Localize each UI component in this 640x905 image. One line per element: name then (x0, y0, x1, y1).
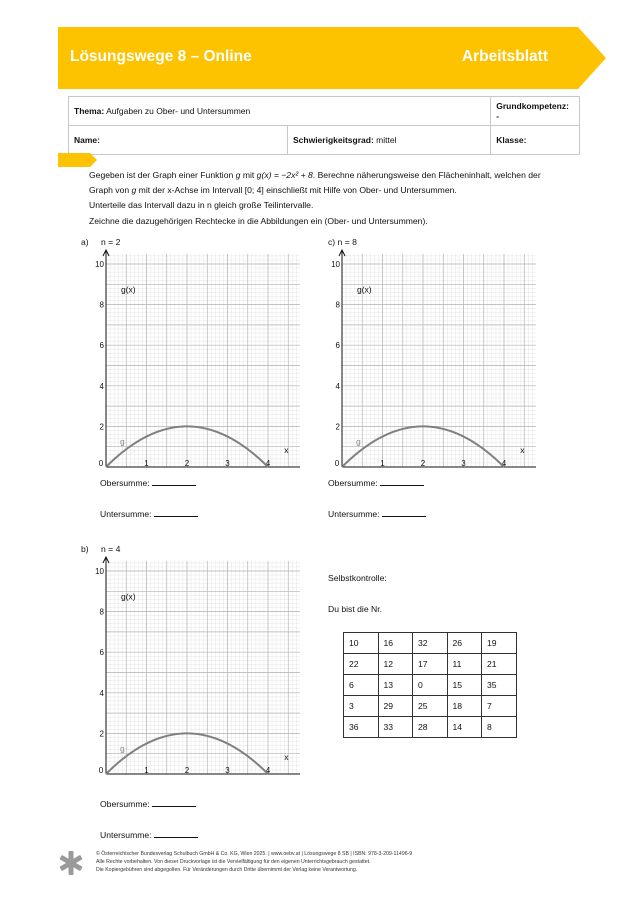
y-tick-label: 10 (95, 567, 104, 576)
grid-cell[interactable]: 16 (378, 633, 413, 654)
y-tick-label: 8 (99, 300, 104, 310)
grid-cell[interactable]: 0 (413, 675, 448, 696)
intro-text: mit der x-Achse im Intervall [0; 4] einschließt mit Hilfe von Ober- und Untersummen. (136, 185, 457, 196)
task-b-n: n = 4 (101, 544, 121, 554)
untersumme-a[interactable] (100, 507, 198, 519)
thema-label: Thema: (74, 106, 105, 116)
grid-cell[interactable]: 14 (447, 717, 482, 738)
x-tick-label: 4 (265, 459, 271, 468)
curve-label: g (356, 436, 361, 447)
intro-line-1 (89, 168, 599, 183)
publisher-logo-icon (58, 850, 84, 876)
x-tick-label: 1 (380, 459, 385, 468)
grid-cell[interactable]: 7 (482, 696, 517, 717)
task-b-letter: b) (81, 544, 89, 554)
grid-cell[interactable]: 22 (344, 654, 379, 675)
x-tick-label: 3 (225, 766, 230, 775)
untersumme-b[interactable] (100, 828, 198, 840)
grid-cell[interactable]: 3 (344, 696, 379, 717)
untersumme-c[interactable] (328, 507, 426, 519)
grundkompetenz-cell (491, 97, 580, 126)
grid-row (344, 633, 517, 654)
grid-cell[interactable]: 28 (413, 717, 448, 738)
grid-cell[interactable]: 29 (378, 696, 413, 717)
answer-blank[interactable] (154, 828, 198, 838)
x-tick-label: 0 (334, 459, 340, 468)
grid-cell[interactable]: 21 (482, 654, 517, 675)
footer-line-3: Die Kopiergebühren sind abgegolten. Für Veränderungen durch Dritte übernimmt der Verlag keine Verantwortung. (96, 866, 358, 873)
function-formula: g(x) = −2x² + 8 (256, 170, 313, 180)
grid-cell[interactable]: 8 (482, 717, 517, 738)
answer-blank[interactable] (382, 507, 426, 517)
y-tick-label: 6 (99, 341, 104, 351)
function-label: g(x) (121, 284, 136, 295)
header-banner (58, 27, 606, 89)
obersumme-label: Obersumme: (100, 799, 150, 809)
obersumme-a[interactable] (100, 476, 196, 488)
graph-c[interactable] (326, 247, 546, 477)
intro-line-4: Zeichne die dazugehörigen Rechtecke in die Abbildungen ein (Ober- und Untersummen). (89, 215, 428, 226)
y-tick-label: 8 (99, 607, 104, 617)
answer-blank[interactable] (380, 476, 424, 486)
grid-row (344, 654, 517, 675)
x-axis-label: x (284, 444, 289, 455)
intro-text: Gegeben ist der Graph einer Funktion (89, 170, 236, 180)
curve-label: g (120, 436, 125, 447)
x-tick-label: 1 (144, 766, 149, 775)
thema-cell (69, 97, 491, 126)
x-tick-label: 4 (501, 459, 507, 468)
x-tick-label: 2 (420, 459, 426, 468)
schwierigkeit-cell (288, 126, 491, 155)
x-tick-label: 3 (225, 459, 230, 468)
y-tick-label: 6 (99, 648, 104, 658)
document-type: Arbeitsblatt (461, 48, 548, 65)
grid-cell[interactable]: 25 (413, 696, 448, 717)
obersumme-label: Obersumme: (328, 478, 378, 488)
answer-blank[interactable] (152, 476, 196, 486)
grundkompetenz-label: Grundkompetenz: (496, 101, 569, 111)
x-tick-label: 1 (144, 459, 149, 468)
curve-label: g (120, 743, 125, 754)
y-tick-label: 10 (331, 260, 340, 269)
obersumme-c[interactable] (328, 476, 424, 488)
schwierigkeit-label: Schwierigkeitsgrad: (293, 135, 374, 145)
obersumme-label: Obersumme: (100, 478, 150, 488)
selbstkontrolle-title: Selbstkontrolle: (328, 573, 387, 583)
y-tick-label: 6 (335, 341, 340, 351)
grid-row (344, 675, 517, 696)
answer-blank[interactable] (152, 797, 196, 807)
grid-row (344, 696, 517, 717)
untersumme-label: Untersumme: (100, 509, 152, 519)
meta-table (68, 96, 580, 155)
intro-text: . Berechne näherungsweise den Flächeninhalt, welchen der (312, 170, 541, 180)
x-axis-label: x (520, 444, 525, 455)
grundkompetenz-value: - (496, 111, 500, 121)
function-label: g(x) (121, 591, 136, 602)
klasse-label: Klasse: (496, 135, 527, 145)
x-axis-label: x (284, 751, 289, 762)
footer-line-1: © Österreichischer Bundesverlag Schulbuch GmbH & Co. KG, Wien 2025. | www.oebv.at | Lösungswege 8 SB | ISBN: 978-3-209-11496-9 (96, 851, 413, 857)
grid-cell[interactable]: 13 (378, 675, 413, 696)
name-label: Name: (74, 135, 100, 145)
grid-cell[interactable]: 35 (482, 675, 517, 696)
obersumme-b[interactable] (100, 797, 196, 809)
y-tick-label: 4 (99, 381, 104, 391)
task-a-letter: a) (81, 237, 89, 247)
y-tick-label: 4 (335, 381, 340, 391)
grid-cell[interactable]: 6 (344, 675, 379, 696)
x-tick-label: 2 (184, 766, 190, 775)
klasse-cell (491, 126, 580, 155)
function-name: g (235, 170, 241, 180)
number-grid (343, 632, 517, 738)
intro-text: Graph von (89, 185, 132, 196)
function-name: g (131, 185, 137, 196)
grid-cell[interactable]: 12 (378, 654, 413, 675)
x-tick-label: 4 (265, 766, 271, 775)
intro-line-2 (89, 183, 599, 198)
footer (96, 851, 412, 874)
grid-cell[interactable]: 36 (344, 717, 379, 738)
x-tick-label: 0 (98, 459, 104, 468)
thema-value: Aufgaben zu Ober- und Untersummen (106, 106, 251, 116)
task-c-label: c) n = 8 (328, 237, 357, 247)
name-cell (69, 126, 288, 155)
graph-a[interactable] (90, 247, 310, 477)
graph-b[interactable] (90, 554, 310, 784)
y-tick-label: 4 (99, 688, 104, 698)
y-tick-label: 2 (335, 422, 340, 432)
document-title: Lösungswege 8 – Online (70, 48, 252, 65)
y-tick-label: 2 (99, 729, 104, 739)
grid-row (344, 717, 517, 738)
schwierigkeit-value: mittel (376, 135, 397, 145)
grid-cell[interactable]: 18 (447, 696, 482, 717)
y-tick-label: 2 (99, 422, 104, 432)
grid-cell[interactable]: 19 (482, 633, 517, 654)
x-tick-label: 3 (461, 459, 466, 468)
task-a-n: n = 2 (101, 237, 121, 247)
grid-cell[interactable]: 10 (344, 633, 379, 654)
footer-line-2: Alle Rechte vorbehalten. Von dieser Druckvorlage ist die Vervielfältigung für den eigenen Unterrichtsgebrauch gestattet. (96, 858, 371, 865)
intro-text: mit (240, 170, 257, 180)
x-tick-label: 0 (98, 766, 104, 775)
grid-cell[interactable]: 32 (413, 633, 448, 654)
grid-cell[interactable]: 17 (413, 654, 448, 675)
untersumme-label: Untersumme: (328, 509, 380, 519)
intro-line-3: Unterteile das Intervall dazu in n gleich große Teilintervalle. (89, 200, 314, 211)
selbstkontrolle-subtitle: Du bist die Nr. (328, 604, 382, 614)
answer-blank[interactable] (154, 507, 198, 517)
grid-cell[interactable]: 26 (447, 633, 482, 654)
task-description (89, 168, 599, 229)
function-label: g(x) (357, 284, 372, 295)
grid-cell[interactable]: 15 (447, 675, 482, 696)
grid-cell[interactable]: 33 (378, 717, 413, 738)
section-marker (58, 153, 98, 167)
y-tick-label: 10 (95, 260, 104, 269)
grid-cell[interactable]: 11 (447, 654, 482, 675)
y-tick-label: 8 (335, 300, 340, 310)
x-tick-label: 2 (184, 459, 190, 468)
untersumme-label: Untersumme: (100, 830, 152, 840)
